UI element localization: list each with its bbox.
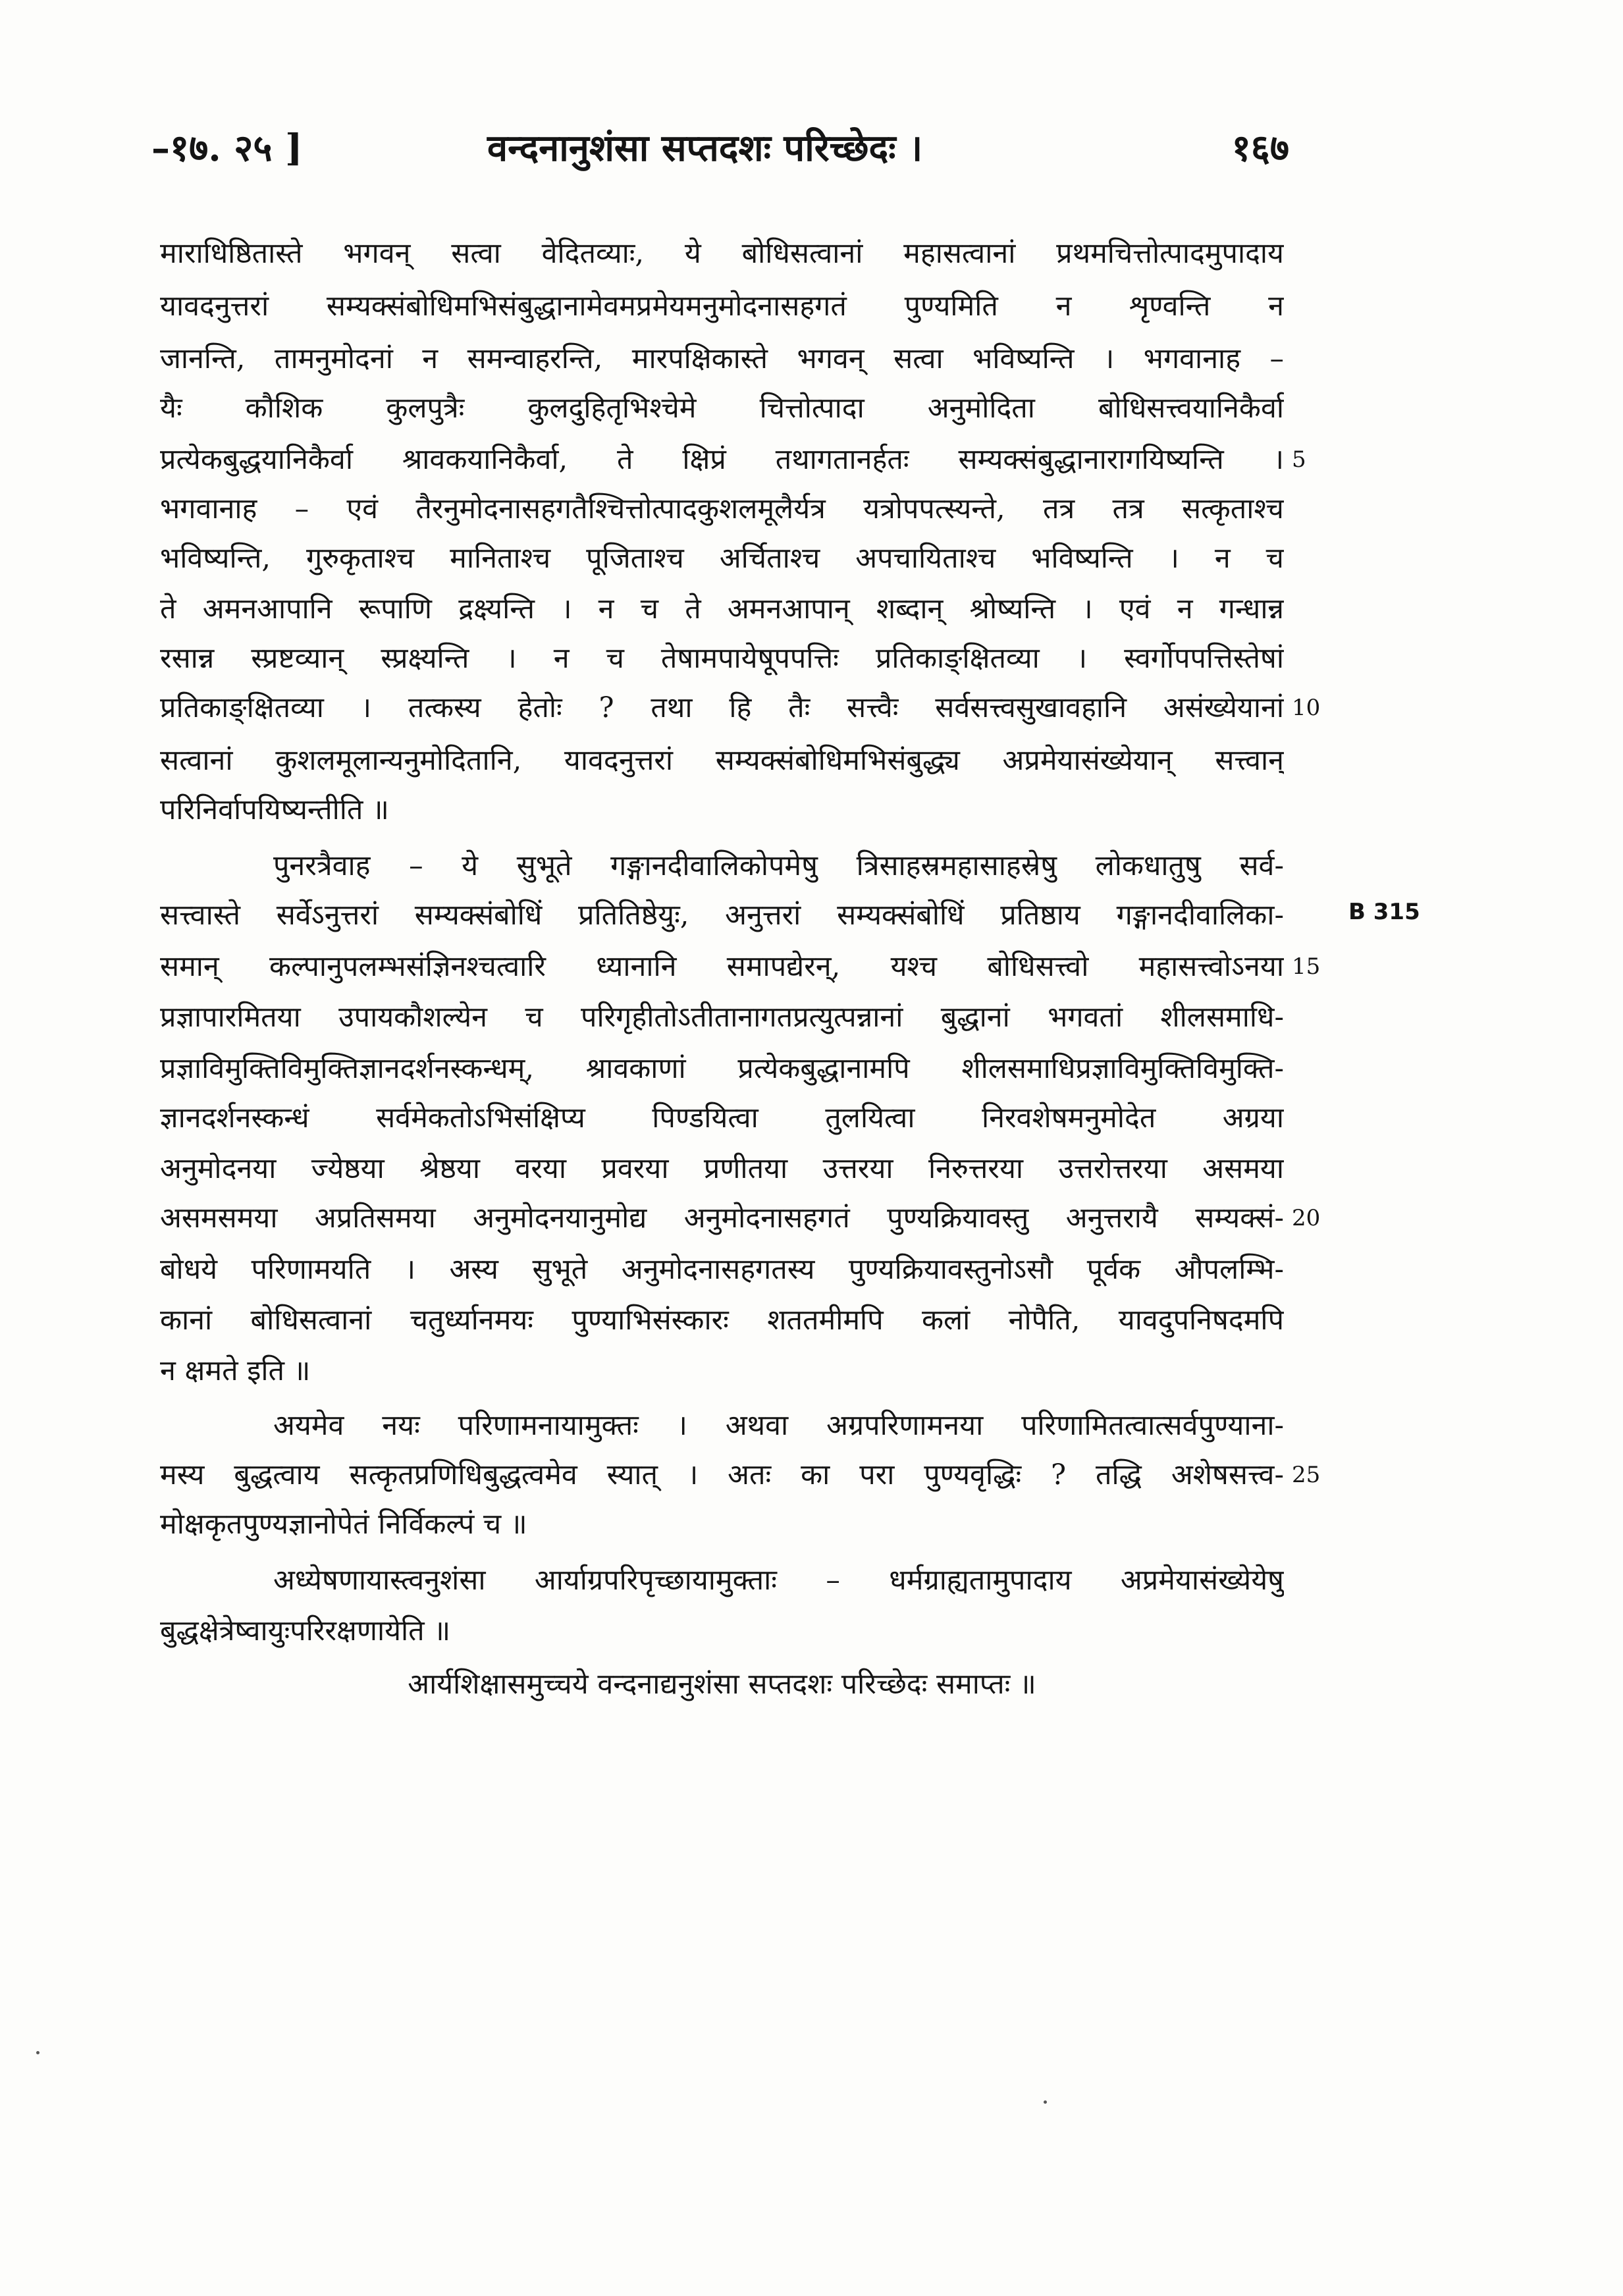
colophon-line: आर्यशिक्षासमुच्चये वन्दनाद्यनुशंसा सप्तदशः परिच्छेदः समाप्तः ॥ [408, 1668, 1036, 1701]
text-line: असमसमया अप्रतिसमया अनुमोदनयानुमोद्य अनुमोदनासहगतं पुण्यक्रियावस्तु अनुत्तरायै सम्यक्सं- [160, 1202, 1284, 1235]
text-line: सत्त्वास्ते सर्वेऽनुत्तरां सम्यक्संबोधिं प्रतितिष्ठेयुः, अनुत्तरां सम्यक्संबोधिं प्रतिष्ठाय गङ्गानदीवालिका- [160, 899, 1284, 932]
text-line: भगवानाह – एवं तैरनुमोदनासहगतैश्चित्तोत्पादकुशलमूलैर्यत्र यत्रोपपत्स्यन्ते, तत्र तत्र सत्कृताश्च [160, 493, 1284, 525]
text-line: समान् कल्पानुपलम्भसंज्ञिनश्चत्वारि ध्यानानि समापद्येरन्, यश्च बोधिसत्त्वो महासत्त्वोऽनया [160, 950, 1284, 983]
text-line: सत्वानां कुशलमूलान्यनुमोदितानि, यावदनुत्तरां सम्यक्संबोधिमभिसंबुद्ध्य अप्रमेयासंख्येयान् सत्त्वान् [160, 744, 1284, 777]
text-line: ते अमनआपानि रूपाणि द्रक्ष्यन्ति । न च ते अमनआपान् शब्दान् श्रोष्यन्ति । एवं न गन्धान्न [160, 593, 1284, 626]
text-line: जानन्ति, तामनुमोदनां न समन्वाहरन्ति, मारपक्षिकास्ते भगवन् सत्वा भविष्यन्ति । भगवानाह – [160, 342, 1284, 375]
text-line: प्रज्ञापारमितया उपायकौशल्येन च परिगृहीतोऽतीतानागतप्रत्युत्पन्नानां बुद्धानां भगवतां शीलसमाधि- [160, 1001, 1284, 1034]
text-line: परिनिर्वापयिष्यन्तीति ॥ [160, 793, 389, 826]
page-number: १६७ [1231, 126, 1289, 170]
text-line: कानां बोधिसत्वानां चतुर्ध्यानमयः पुण्याभिसंस्कारः शततमीमपि कलां नोपैति, यावदुपनिषदमपि [160, 1304, 1284, 1337]
text-line: प्रत्येकबुद्धयानिकैर्वा श्रावकयानिकैर्वा, ते क्षिप्रं तथागतानर्हतः सम्यक्संबुद्धानारागयिष्यन्ति । [160, 443, 1284, 476]
margin-reference: B 315 [1348, 899, 1420, 925]
line-number: 25 [1292, 1462, 1321, 1488]
section-reference: –१७. २५ ] [151, 126, 303, 170]
text-line: ज्ञानदर्शनस्कन्धं सर्वमेकतोऽभिसंक्षिप्य पिण्डयित्वा तुलयित्वा निरवशेषमनुमोदेत अग्रया [160, 1102, 1284, 1135]
scan-speck [36, 2051, 40, 2054]
line-number: 10 [1292, 695, 1321, 721]
paragraph-start-line: अध्येषणायास्त्वनुशंसा आर्याग्रपरिपृच्छायामुक्ताः – धर्मग्राह्यतामुपादाय अप्रमेयासंख्येयेषु [273, 1564, 1284, 1597]
text-line: अनुमोदनया ज्येष्ठया श्रेष्ठया वरया प्रवरया प्रणीतया उत्तरया निरुत्तरया उत्तरोत्तरया असमया [160, 1152, 1284, 1185]
paragraph-start-line: पुनरत्रैवाह – ये सुभूते गङ्गानदीवालिकोपमेषु त्रिसाहस्रमहासाहस्रेषु लोकधातुषु सर्व- [273, 849, 1284, 882]
scan-speck [1044, 2100, 1047, 2104]
text-line: प्रज्ञाविमुक्तिविमुक्तिज्ञानदर्शनस्कन्धम्, श्रावकाणां प्रत्येकबुद्धानामपि शीलसमाधिप्रज्ञाविमुक्तिविमुक्ति- [160, 1052, 1284, 1085]
line-number: 20 [1292, 1205, 1321, 1231]
line-number: 5 [1292, 446, 1306, 473]
text-line: बुद्धक्षेत्रेष्वायुःपरिरक्षणायेति ॥ [160, 1615, 451, 1647]
text-line: मस्य बुद्धत्वाय सत्कृतप्रणिधिबुद्धत्वमेव स्यात् । अतः का परा पुण्यवृद्धिः ? तद्धि अशेषसत्त्व- [160, 1458, 1284, 1491]
text-line: मोक्षकृतपुण्यज्ञानोपेतं निर्विकल्पं च ॥ [160, 1508, 527, 1541]
text-line: यैः कौशिक कुलपुत्रैः कुलदुहितृभिश्चेमे चित्तोत्पादा अनुमोदिता बोधिसत्त्वयानिकैर्वा [160, 392, 1284, 425]
text-line: रसान्न स्प्रष्टव्यान् स्प्रक्ष्यन्ति । न च तेषामपायेषूपपत्तिः प्रतिकाङ्क्षितव्या । स्वर्गोपपत्तिस्तेषां [160, 642, 1284, 675]
text-line: न क्षमते इति ॥ [160, 1354, 311, 1387]
running-title: वन्दनानुशंसा सप्तदशः परिच्छेदः । [487, 126, 923, 170]
paragraph-start-line: अयमेव नयः परिणामनायामुक्तः । अथवा अग्रपरिणामनया परिणामितत्वात्सर्वपुण्याना- [273, 1409, 1284, 1442]
text-line: भविष्यन्ति, गुरुकृताश्च मानिताश्च पूजिताश्च अर्चिताश्च अपचायिताश्च भविष्यन्ति । न च [160, 542, 1284, 575]
text-line: माराधिष्ठितास्ते भगवन् सत्वा वेदितव्याः, ये बोधिसत्वानां महासत्वानां प्रथमचित्तोत्पादमुपादाय [160, 237, 1284, 270]
text-line: यावदनुत्तरां सम्यक्संबोधिमभिसंबुद्धानामेवमप्रमेयमनुमोदनासहगतं पुण्यमिति न शृण्वन्ति न [160, 290, 1284, 323]
text-line: प्रतिकाङ्क्षितव्या । तत्कस्य हेतोः ? तथा हि तैः सत्त्वैः सर्वसत्त्वसुखावहानि असंख्येयानां [160, 691, 1284, 724]
line-number: 15 [1292, 953, 1321, 980]
text-line: बोधये परिणामयति । अस्य सुभूते अनुमोदनासहगतस्य पुण्यक्रियावस्तुनोऽसौ पूर्वक औपलम्भि- [160, 1253, 1284, 1286]
